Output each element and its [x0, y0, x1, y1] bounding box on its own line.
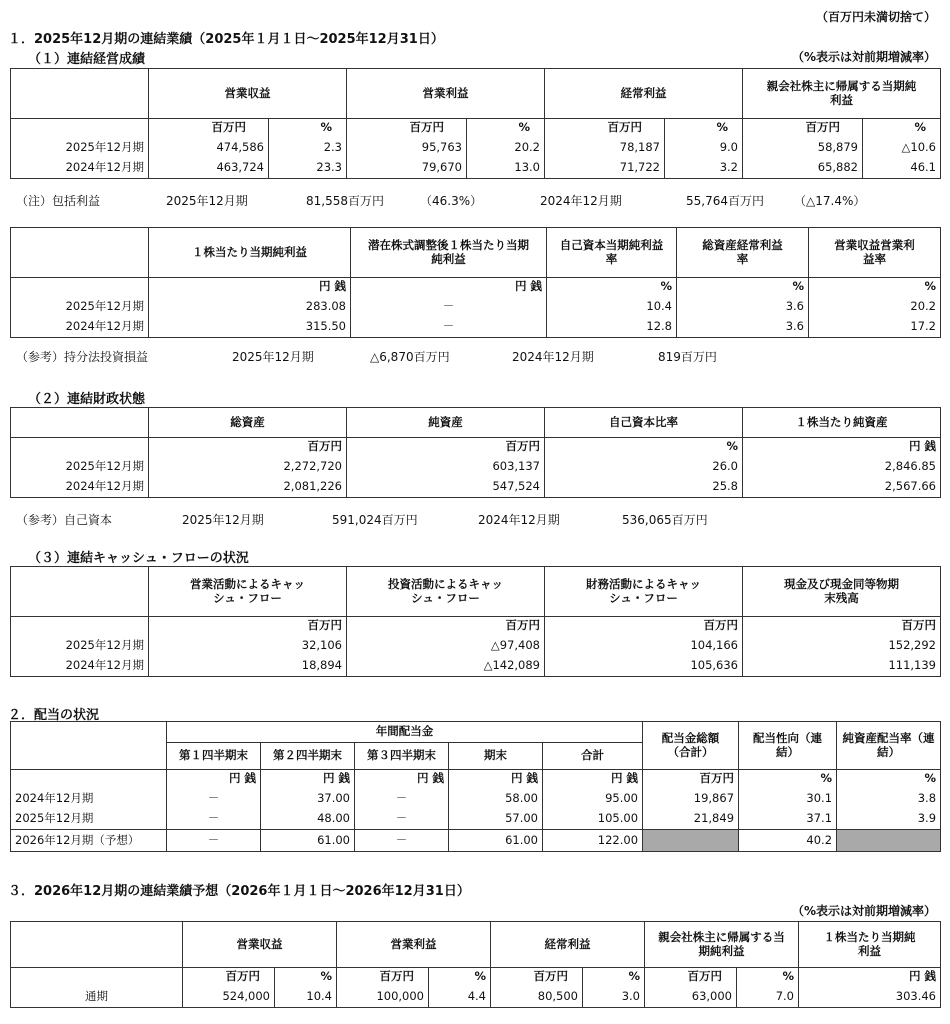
value-cell: 12.8 [547, 317, 677, 338]
table-row [11, 789, 941, 809]
value-cell: 17.2 [809, 317, 941, 338]
unit-cell: 百万円 [183, 968, 275, 987]
row-label: 2024年12月期 [11, 158, 149, 179]
value-cell: 23.3 [269, 158, 347, 179]
col-header: １株当たり純資産 [743, 408, 941, 438]
pct-note-forecast: （%表示は対前期増減率） [791, 904, 936, 918]
value-cell: 21,849 [643, 809, 739, 830]
sub-header: 合計 [543, 743, 643, 770]
value-cell: － [351, 297, 547, 317]
value-cell: 80,500 [491, 987, 583, 1008]
col-header: 投資活動によるキャッシュ・フロー [347, 567, 545, 617]
unit-cell: 百万円 [347, 617, 545, 636]
col-header: 親会社株主に帰属する当期純利益 [645, 922, 799, 968]
table-row [11, 987, 941, 1008]
sub-header: 期末 [449, 743, 543, 770]
note-period: 2024年12月期 [478, 513, 560, 527]
unit-cell: % [863, 119, 941, 138]
value-cell: 2,567.66 [743, 477, 941, 498]
col-header: １株当たり当期純利益 [799, 922, 941, 968]
value-cell: 3.6 [677, 297, 809, 317]
col-header: 営業利益 [337, 922, 491, 968]
note-period: 2025年12月期 [232, 350, 314, 364]
label-cell [11, 617, 149, 636]
unit-cell: % [665, 119, 743, 138]
unit-cell: 百万円 [545, 617, 743, 636]
value-cell: 79,670 [347, 158, 467, 179]
corner-cell [11, 69, 149, 119]
section-3-title: ３．2026年12月期の連結業績予想（2026年１月１日～2026年12月31日） [8, 884, 470, 899]
value-cell: 37.1 [739, 809, 837, 830]
note-value: 55,764百万円 [686, 194, 764, 208]
sub-header: 第３四半期末 [355, 743, 449, 770]
section-2-title: ２．配当の状況 [8, 708, 100, 723]
note-rate: （△17.4%） [794, 194, 866, 208]
col-header: 現金及び現金同等物期末残高 [743, 567, 941, 617]
value-cell: 2,846.85 [743, 457, 941, 477]
value-cell: 46.1 [863, 158, 941, 179]
col-header: 総資産 [149, 408, 347, 438]
row-label: 2025年12月期 [11, 297, 149, 317]
value-cell: 603,137 [347, 457, 545, 477]
table-row [11, 317, 941, 338]
unit-cell: 円 銭 [449, 770, 543, 789]
col-header: 財務活動によるキャッシュ・フロー [545, 567, 743, 617]
note-value: △6,870百万円 [370, 350, 450, 364]
note-value: 81,558百万円 [306, 194, 384, 208]
value-cell: 105.00 [543, 809, 643, 830]
col-header: 経常利益 [545, 69, 743, 119]
value-cell: 61.00 [261, 830, 355, 852]
table-row [11, 636, 941, 656]
value-cell: 20.2 [809, 297, 941, 317]
unit-cell: 円 銭 [149, 278, 351, 297]
label-cell [11, 438, 149, 457]
cash-flow-table [10, 566, 941, 677]
value-cell: 463,724 [149, 158, 269, 179]
corner-cell [11, 567, 149, 617]
value-cell: 95.00 [543, 789, 643, 809]
financial-position-table [10, 407, 941, 498]
value-cell: 9.0 [665, 138, 743, 158]
note-value: 536,065百万円 [622, 513, 708, 527]
value-cell: 78,187 [545, 138, 665, 158]
unit-cell: 円 銭 [261, 770, 355, 789]
table-row [11, 138, 941, 158]
col-header: 総資産経常利益率 [677, 228, 809, 278]
unit-cell: 円 銭 [167, 770, 261, 789]
unit-cell: % [275, 968, 337, 987]
table-row [11, 477, 941, 498]
value-cell: 283.08 [149, 297, 351, 317]
table-row [11, 830, 941, 852]
unit-cell: % [739, 770, 837, 789]
value-cell: 95,763 [347, 138, 467, 158]
col-header: 営業利益 [347, 69, 545, 119]
value-cell: 57.00 [449, 809, 543, 830]
col-header: 営業収益 [149, 69, 347, 119]
shaded-cell [643, 830, 739, 852]
unit-cell: % [837, 770, 941, 789]
table-row [11, 297, 941, 317]
value-cell: 19,867 [643, 789, 739, 809]
table-row [11, 457, 941, 477]
value-cell: － [355, 789, 449, 809]
col-header: 配当金総額（合計） [643, 722, 739, 770]
table-row [11, 809, 941, 830]
value-cell: 25.8 [545, 477, 743, 498]
value-cell: 4.4 [429, 987, 491, 1008]
row-label: 2026年12月期（予想） [11, 830, 167, 852]
value-cell: 65,882 [743, 158, 863, 179]
value-cell: 524,000 [183, 987, 275, 1008]
col-header: 配当性向（連結） [739, 722, 837, 770]
unit-cell: 百万円 [347, 438, 545, 457]
unit-cell: 円 銭 [743, 438, 941, 457]
section-1-title: １．2025年12月期の連結業績（2025年１月１日～2025年12月31日） [8, 32, 444, 47]
note-period: 2024年12月期 [512, 350, 594, 364]
unit-cell: 百万円 [149, 119, 269, 138]
note-value: 819百万円 [658, 350, 717, 364]
value-cell: － [167, 830, 261, 852]
corner-cell [11, 408, 149, 438]
value-cell: 152,292 [743, 636, 941, 656]
corner-cell [11, 228, 149, 278]
col-header: １株当たり当期純利益 [149, 228, 351, 278]
row-label: 2024年12月期 [11, 317, 149, 338]
value-cell: － [167, 809, 261, 830]
section-1-1-title: （１）連結経営成績 [28, 52, 146, 67]
col-header: 親会社株主に帰属する当期純利益 [743, 69, 941, 119]
value-cell: 37.00 [261, 789, 355, 809]
value-cell: － [167, 789, 261, 809]
unit-cell: % [809, 278, 941, 297]
note-value: 591,024百万円 [332, 513, 418, 527]
note-equity-label: （参考）自己資本 [16, 513, 113, 527]
value-cell: 13.0 [467, 158, 545, 179]
unit-cell: 百万円 [149, 438, 347, 457]
value-cell: 100,000 [337, 987, 429, 1008]
note-equity-method-label: （参考）持分法投資損益 [16, 350, 149, 364]
value-cell: － [355, 830, 449, 852]
col-header: 経常利益 [491, 922, 645, 968]
shaded-cell [837, 830, 941, 852]
value-cell: 3.9 [837, 809, 941, 830]
unit-cell: 百万円 [645, 968, 737, 987]
row-label: 2025年12月期 [11, 636, 149, 656]
unit-cell: % [547, 278, 677, 297]
row-label: 2025年12月期 [11, 457, 149, 477]
operating-results-table [10, 68, 941, 179]
value-cell: 58.00 [449, 789, 543, 809]
value-cell: 63,000 [645, 987, 737, 1008]
value-cell: 10.4 [547, 297, 677, 317]
value-cell: 30.1 [739, 789, 837, 809]
table-row [11, 656, 941, 677]
row-label: 通期 [11, 987, 183, 1008]
note-comprehensive-label: （注）包括利益 [16, 194, 101, 208]
sub-header: 第１四半期末 [167, 743, 261, 770]
corner-cell [11, 922, 183, 968]
note-period: 2025年12月期 [182, 513, 264, 527]
note-period: 2024年12月期 [540, 194, 622, 208]
col-header: 自己資本比率 [545, 408, 743, 438]
value-cell: 474,586 [149, 138, 269, 158]
value-cell: 20.2 [467, 138, 545, 158]
label-cell [11, 278, 149, 297]
value-cell: 104,166 [545, 636, 743, 656]
dividends-table [10, 721, 941, 852]
unit-cell: 百万円 [545, 119, 665, 138]
value-cell: 303.46 [799, 987, 941, 1008]
value-cell: 315.50 [149, 317, 351, 338]
value-cell: △10.6 [863, 138, 941, 158]
col-header: 純資産配当率（連結） [837, 722, 941, 770]
corner-cell [11, 722, 167, 770]
value-cell: 48.00 [261, 809, 355, 830]
value-cell: 18,894 [149, 656, 347, 677]
value-cell: 26.0 [545, 457, 743, 477]
row-label: 2024年12月期 [11, 789, 167, 809]
unit-cell: 円 銭 [355, 770, 449, 789]
unit-cell: 百万円 [743, 617, 941, 636]
unit-cell: 円 銭 [543, 770, 643, 789]
unit-cell: 百万円 [347, 119, 467, 138]
value-cell: － [351, 317, 547, 338]
label-cell [11, 770, 167, 789]
value-cell: 111,139 [743, 656, 941, 677]
unit-cell: 百万円 [743, 119, 863, 138]
value-cell: － [355, 809, 449, 830]
value-cell: 3.0 [583, 987, 645, 1008]
value-cell: 2,272,720 [149, 457, 347, 477]
unit-cell: % [583, 968, 645, 987]
label-cell [11, 968, 183, 987]
unit-cell: % [545, 438, 743, 457]
group-header: 年間配当金 [167, 722, 643, 743]
unit-cell: 百万円 [149, 617, 347, 636]
unit-cell: 百万円 [491, 968, 583, 987]
unit-cell: 円 銭 [799, 968, 941, 987]
value-cell: 58,879 [743, 138, 863, 158]
sub-header: 第２四半期末 [261, 743, 355, 770]
value-cell: 61.00 [449, 830, 543, 852]
note-period: 2025年12月期 [166, 194, 248, 208]
value-cell: 10.4 [275, 987, 337, 1008]
value-cell: 547,524 [347, 477, 545, 498]
row-label: 2025年12月期 [11, 809, 167, 830]
value-cell: 122.00 [543, 830, 643, 852]
value-cell: 7.0 [737, 987, 799, 1008]
unit-cell: % [467, 119, 545, 138]
value-cell: 40.2 [739, 830, 837, 852]
section-1-3-title: （３）連結キャッシュ・フローの状況 [28, 551, 249, 566]
unit-cell: % [429, 968, 491, 987]
col-header: 営業収益 [183, 922, 337, 968]
section-1-2-title: （２）連結財政状態 [28, 392, 146, 407]
value-cell: △97,408 [347, 636, 545, 656]
value-cell: 105,636 [545, 656, 743, 677]
row-label: 2024年12月期 [11, 477, 149, 498]
unit-cell: 百万円 [337, 968, 429, 987]
value-cell: 71,722 [545, 158, 665, 179]
row-label: 2025年12月期 [11, 138, 149, 158]
col-header: 純資産 [347, 408, 545, 438]
value-cell: 3.6 [677, 317, 809, 338]
value-cell: 3.2 [665, 158, 743, 179]
value-cell: 32,106 [149, 636, 347, 656]
unit-cell: % [677, 278, 809, 297]
col-header: 自己資本当期純利益率 [547, 228, 677, 278]
table-row [11, 158, 941, 179]
label-cell [11, 119, 149, 138]
col-header: 営業活動によるキャッシュ・フロー [149, 567, 347, 617]
value-cell: 2.3 [269, 138, 347, 158]
pct-note: （%表示は対前期増減率） [791, 50, 936, 64]
col-header: 営業収益営業利益率 [809, 228, 941, 278]
row-label: 2024年12月期 [11, 656, 149, 677]
note-rate: （46.3%） [420, 194, 483, 208]
unit-cell: % [269, 119, 347, 138]
forecast-table [10, 921, 941, 1008]
value-cell: 2,081,226 [149, 477, 347, 498]
unit-note: （百万円未満切捨て） [815, 10, 936, 24]
unit-cell: 百万円 [643, 770, 739, 789]
unit-cell: % [737, 968, 799, 987]
value-cell: 3.8 [837, 789, 941, 809]
value-cell: △142,089 [347, 656, 545, 677]
col-header: 潜在株式調整後１株当たり当期純利益 [351, 228, 547, 278]
unit-cell: 円 銭 [351, 278, 547, 297]
per-share-table [10, 227, 941, 338]
